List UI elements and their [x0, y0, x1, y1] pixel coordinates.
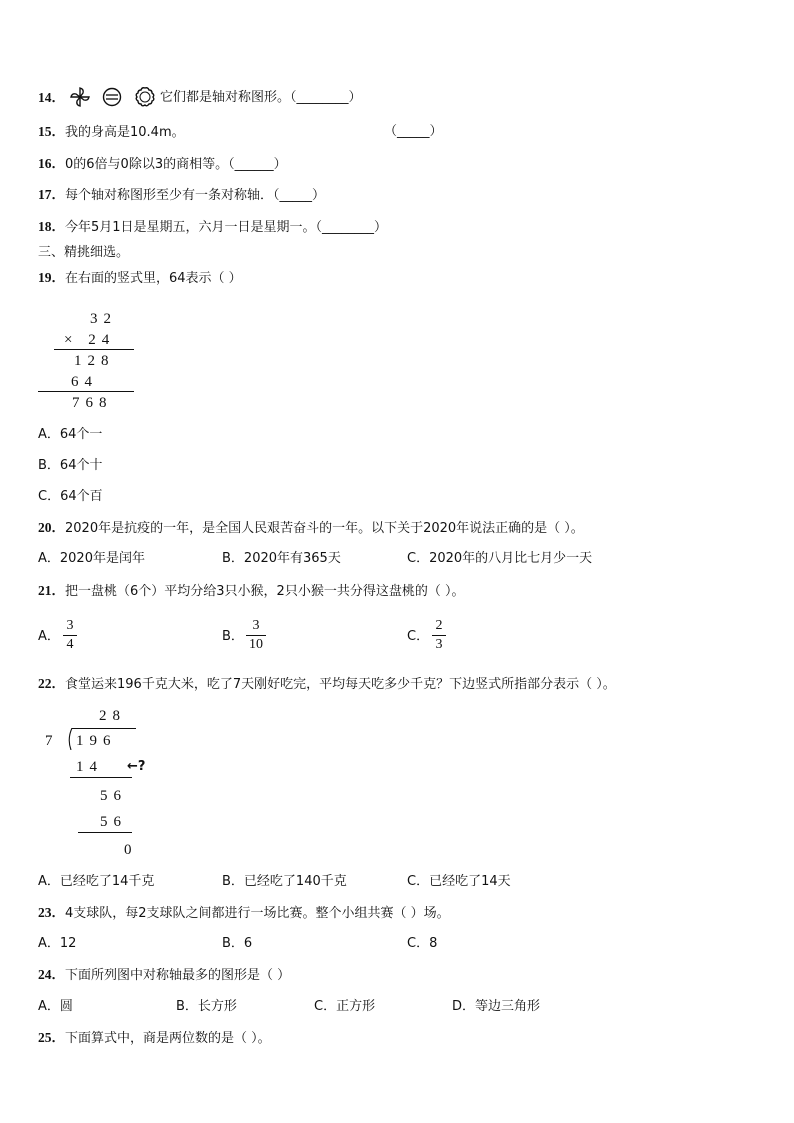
calc-remainder-1: 56	[100, 788, 127, 804]
question-17	[38, 186, 325, 205]
option-a[interactable]: A．已经吃了14千克	[38, 874, 155, 889]
option-b[interactable]: B．6	[222, 936, 253, 951]
question-text: 它们都是轴对称图形。（________）	[160, 90, 362, 105]
option-d[interactable]: D．等边三角形	[452, 999, 541, 1014]
calc-rule	[54, 349, 134, 350]
calc-rule	[78, 832, 132, 833]
question-text: 下面算式中，商是两位数的是（ ）。	[65, 1031, 271, 1046]
option-a[interactable]: A．12	[38, 936, 77, 951]
question-25	[38, 1029, 271, 1048]
calc-partial-2: 64	[71, 374, 98, 390]
question-text: 0的6倍与0除以3的商相等。（______）	[65, 157, 287, 172]
question-number: 23．	[38, 905, 65, 920]
option-label: B．	[222, 629, 244, 644]
numerator: 2	[435, 618, 443, 633]
question-text: 今年5月1日是星期五，六月一日是星期一。（________）	[65, 220, 388, 235]
calc-rule	[72, 728, 136, 729]
option-a[interactable]: A．64个一	[38, 427, 103, 442]
calc-partial-1: 14	[76, 759, 103, 775]
numerator: 3	[252, 618, 260, 633]
question-number: 14．	[38, 90, 65, 105]
question-text: 2020年是抗疫的一年，是全国人民艰苦奋斗的一年。以下关于2020年说法正确的是（ ）。	[65, 521, 584, 536]
option-b[interactable]: B．长方形	[176, 999, 237, 1014]
option-a[interactable]: A．2020年是闰年	[38, 551, 145, 566]
option-c[interactable]: C．正方形	[314, 999, 376, 1014]
question-text: 在右面的竖式里，64表示（ ）	[65, 271, 242, 286]
fraction	[63, 618, 77, 653]
denominator: 4	[66, 637, 74, 652]
question-24	[38, 966, 290, 985]
option-a[interactable]: A．圆	[38, 999, 73, 1014]
option-c[interactable]: C．2020年的八月比七月少一天	[407, 551, 593, 566]
circle-lines-icon	[101, 87, 123, 107]
scalloped-circle-icon	[133, 86, 157, 108]
calc-rule	[70, 777, 132, 778]
denominator: 10	[249, 637, 263, 652]
question-number: 20．	[38, 520, 65, 535]
pinwheel-icon	[68, 86, 92, 108]
question-14	[38, 89, 65, 108]
question-18	[38, 218, 387, 237]
fraction	[432, 618, 446, 653]
question-number: 21．	[38, 583, 65, 598]
question-number: 19．	[38, 270, 65, 285]
question-16	[38, 155, 287, 174]
option-b[interactable]: B．2020年有365天	[222, 551, 341, 566]
question-number: 24．	[38, 967, 65, 982]
denominator: 3	[435, 637, 443, 652]
question-number: 18．	[38, 219, 65, 234]
numerator: 3	[66, 618, 74, 633]
question-text: 我的身高是10.4m。	[65, 125, 185, 140]
calc-multiplicand: 32	[90, 311, 117, 327]
calc-partial-2: 56	[100, 814, 127, 830]
calc-product: 768	[72, 395, 113, 411]
calc-partial-1: 128	[74, 353, 115, 369]
option-b[interactable]: B．已经吃了140千克	[222, 874, 347, 889]
calc-divisor: 7	[45, 733, 59, 749]
question-23	[38, 904, 450, 923]
answer-blank: （_____）	[384, 124, 443, 139]
question-20	[38, 519, 584, 538]
section-heading: 三、精挑细选。	[38, 245, 130, 260]
question-number: 22．	[38, 676, 65, 691]
option-c[interactable]: C．已经吃了14天	[407, 874, 511, 889]
option-label: C．	[407, 629, 430, 644]
option-c[interactable]: C．8	[407, 936, 438, 951]
calc-dividend: 196	[76, 733, 117, 749]
question-text: 把一盘桃（6个）平均分给3只小猴，2只小猴一共分得这盘桃的（ ）。	[65, 584, 465, 599]
calc-rule	[38, 391, 134, 392]
question-number: 16．	[38, 156, 65, 171]
pointer-arrow: ←?	[127, 759, 146, 774]
question-text: 每个轴对称图形至少有一条对称轴．（_____）	[65, 188, 326, 203]
calc-remainder-final: 0	[124, 842, 138, 858]
division-bracket	[66, 728, 76, 750]
question-number: 17．	[38, 187, 65, 202]
fraction	[246, 618, 266, 653]
question-21	[38, 582, 464, 601]
question-text: 4支球队，每2支球队之间都进行一场比赛。整个小组共赛（ ）场。	[65, 906, 450, 921]
question-22	[38, 675, 616, 694]
question-text: 食堂运来196千克大米，吃了7天刚好吃完，平均每天吃多少千克？下边竖式所指部分表示（ ）。	[65, 677, 616, 692]
calc-quotient: 28	[99, 708, 126, 724]
option-c[interactable]: C．64个百	[38, 489, 103, 504]
option-label: A．	[38, 629, 60, 644]
question-19	[38, 269, 242, 288]
calc-multiplier: × 24	[64, 332, 116, 348]
option-b[interactable]: B．64个十	[38, 458, 103, 473]
question-number: 15．	[38, 124, 65, 139]
question-15	[38, 123, 185, 142]
question-number: 25．	[38, 1030, 65, 1045]
question-text: 下面所列图中对称轴最多的图形是（ ）	[65, 968, 291, 983]
